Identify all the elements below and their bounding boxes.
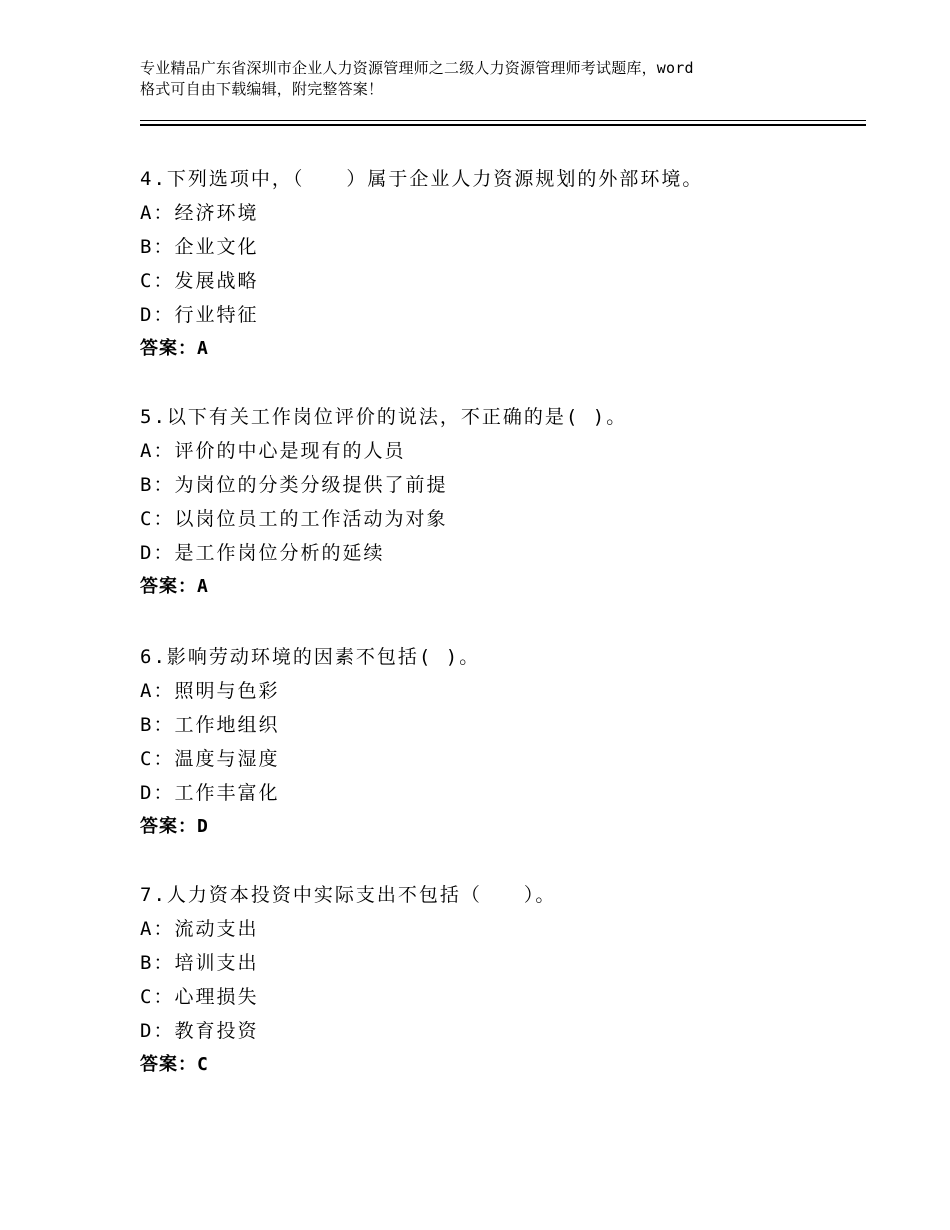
answer-label: 答案：D xyxy=(140,816,209,837)
question-5 xyxy=(140,400,860,604)
option-d: D：工作丰富化 xyxy=(140,782,280,804)
question-title: 7.人力资本投资中实际支出不包括（ ）。 xyxy=(140,884,557,906)
option-b: B：培训支出 xyxy=(140,952,259,974)
question-title: 5.以下有关工作岗位评价的说法，不正确的是( )。 xyxy=(140,406,628,428)
question-7 xyxy=(140,878,860,1082)
option-c: C：发展战略 xyxy=(140,270,259,292)
header-divider xyxy=(140,120,866,126)
option-b: B：工作地组织 xyxy=(140,714,280,736)
document-header xyxy=(140,58,840,100)
option-a: A：流动支出 xyxy=(140,918,259,940)
option-d: D：行业特征 xyxy=(140,304,259,326)
question-title: 6.影响劳动环境的因素不包括( )。 xyxy=(140,646,481,668)
question-4 xyxy=(140,162,860,366)
option-c: C：温度与湿度 xyxy=(140,748,280,770)
option-a: A：经济环境 xyxy=(140,202,259,224)
option-b: B：企业文化 xyxy=(140,236,259,258)
option-a: A：照明与色彩 xyxy=(140,680,280,702)
answer-label: 答案：A xyxy=(140,576,209,597)
question-title: 4.下列选项中，（ ）属于企业人力资源规划的外部环境。 xyxy=(140,168,704,190)
option-d: D：教育投资 xyxy=(140,1020,259,1042)
answer-label: 答案：C xyxy=(140,1054,209,1075)
option-d: D：是工作岗位分析的延续 xyxy=(140,542,385,564)
question-6 xyxy=(140,640,860,844)
option-a: A：评价的中心是现有的人员 xyxy=(140,440,406,462)
option-c: C：以岗位员工的工作活动为对象 xyxy=(140,508,448,530)
option-b: B：为岗位的分类分级提供了前提 xyxy=(140,474,448,496)
header-line-2: 格式可自由下载编辑，附完整答案！ xyxy=(140,80,384,98)
option-c: C：心理损失 xyxy=(140,986,259,1008)
answer-label: 答案：A xyxy=(140,338,209,359)
header-line-1: 专业精品广东省深圳市企业人力资源管理师之二级人力资源管理师考试题库，word xyxy=(140,59,694,77)
